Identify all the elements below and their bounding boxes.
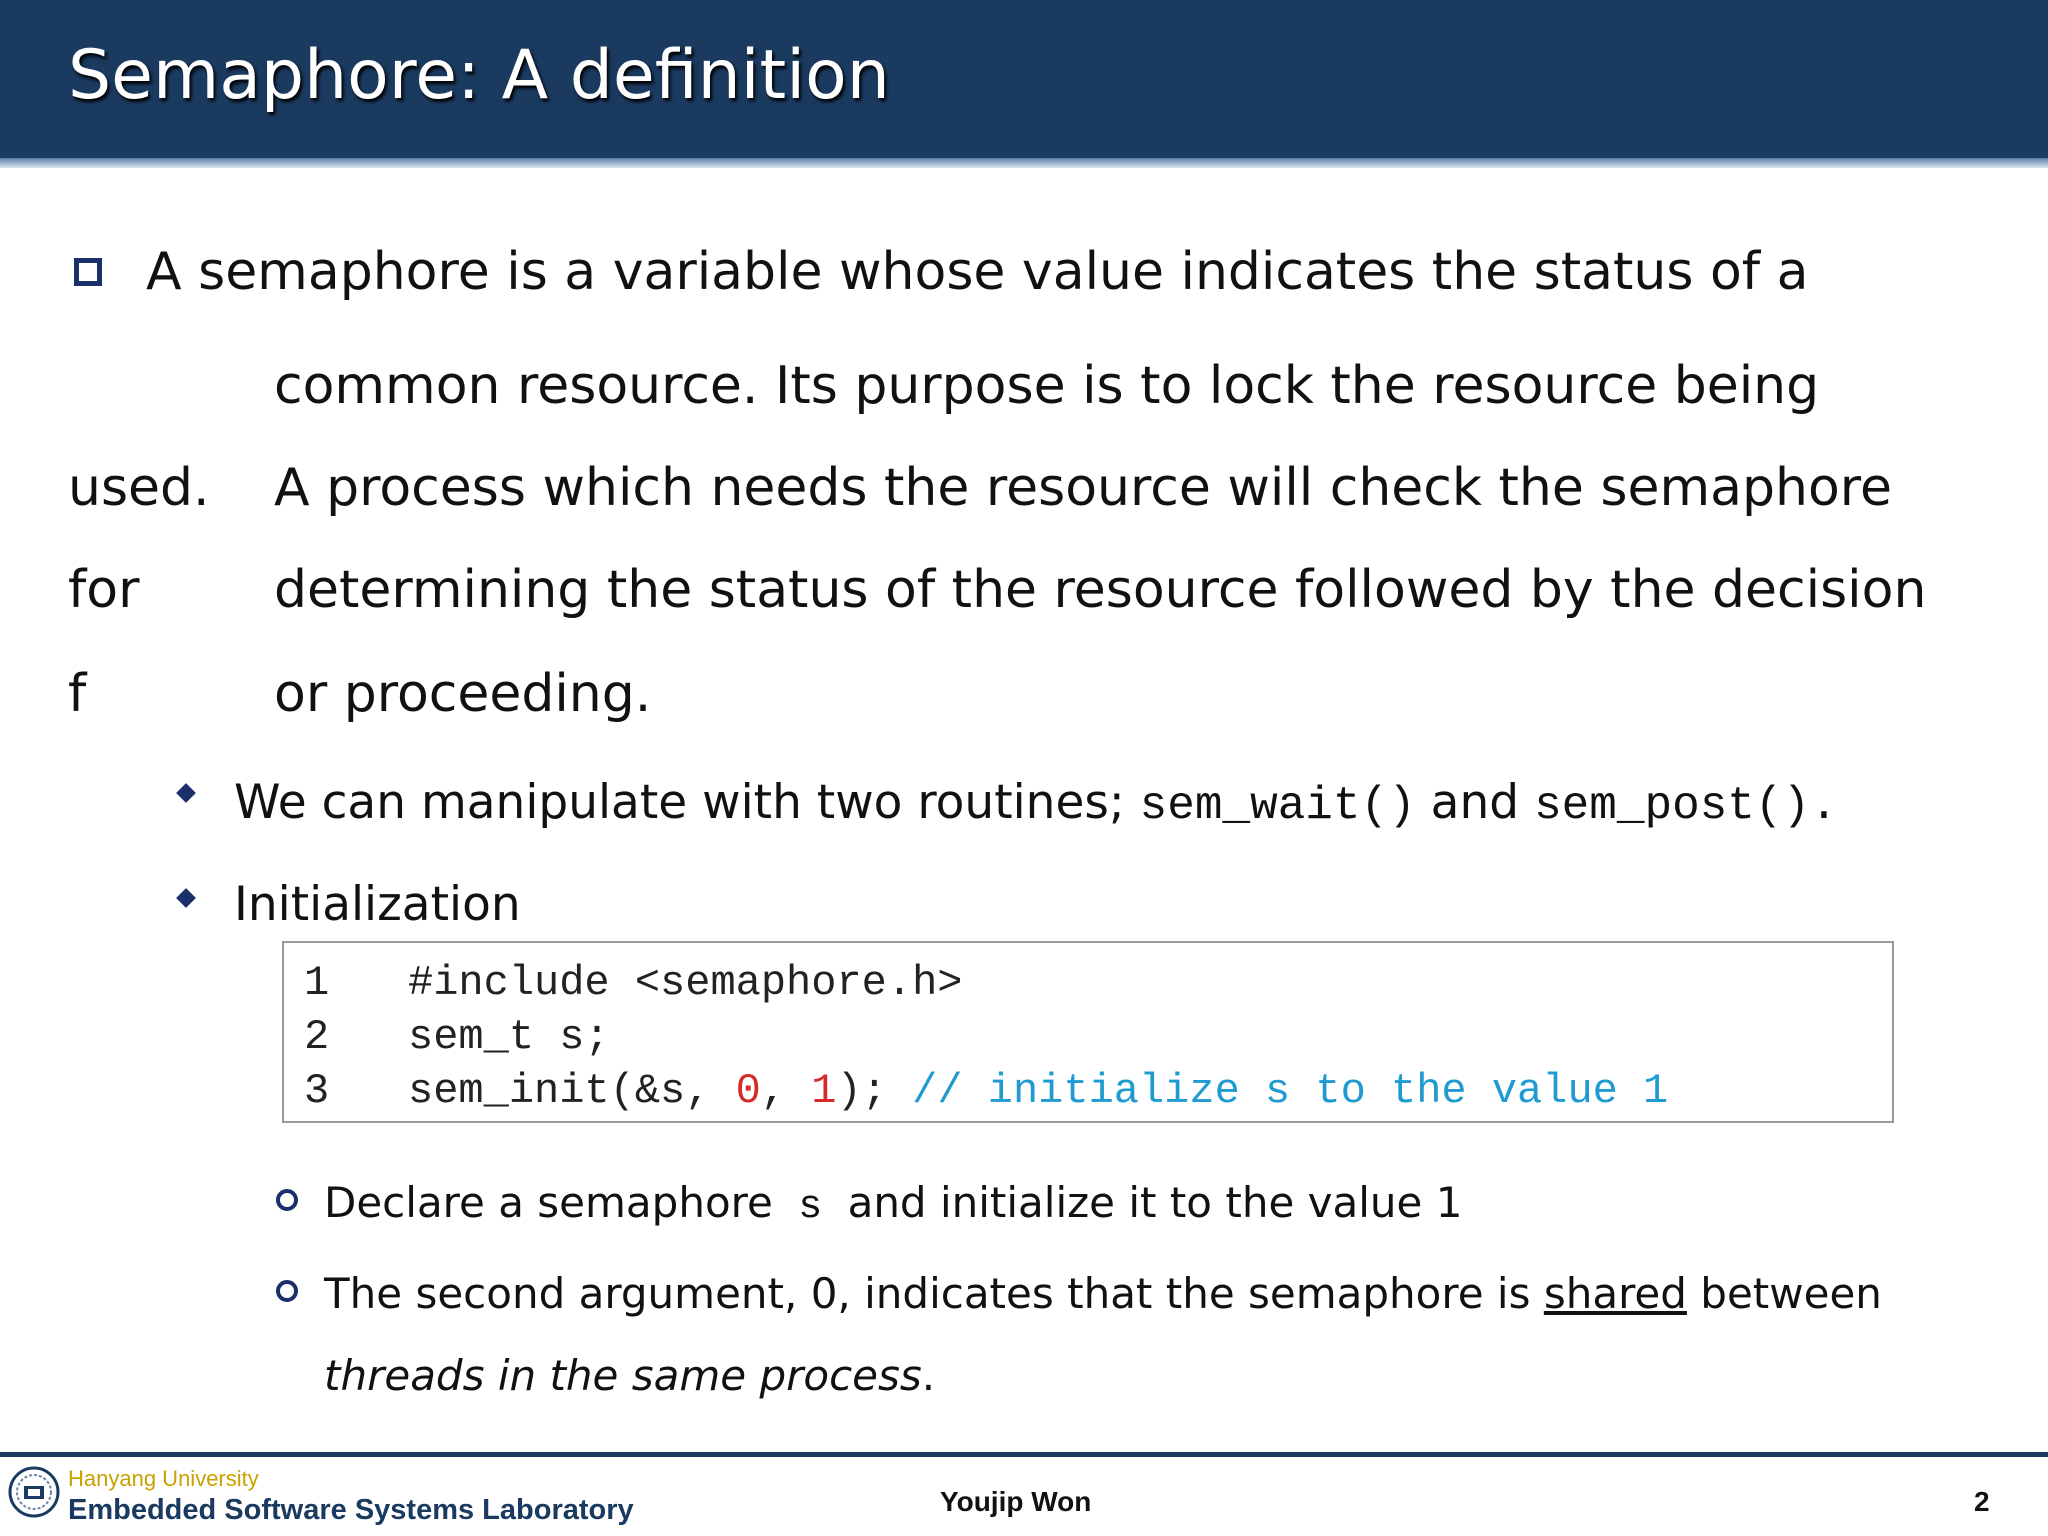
code-text: sem_t s; [408, 1013, 610, 1061]
main-bullet-fragment-for: for [68, 560, 140, 620]
between-text: between [1700, 1269, 1882, 1318]
code-number: 1 [811, 1067, 837, 1115]
line-number: 2 [304, 1013, 330, 1061]
main-bullet-line-5: or proceeding. [274, 664, 652, 724]
main-bullet-line-1: A semaphore is a variable whose value indicates the status of a [146, 242, 1809, 302]
code-comment: // initialize s to the value 1 [912, 1067, 1669, 1115]
declare-text: Declare a semaphore [324, 1178, 773, 1227]
code-line-2 [304, 1013, 610, 1061]
line-number: 3 [304, 1067, 330, 1115]
diamond-bullet-icon [176, 783, 196, 803]
code-block [282, 941, 1894, 1123]
lab-name: Embedded Software Systems Laboratory [68, 1494, 634, 1526]
university-name: Hanyang University [68, 1466, 259, 1491]
ring-bullet-icon [276, 1280, 298, 1302]
line-number: 1 [304, 959, 330, 1007]
page-number: 2 [1974, 1486, 1990, 1517]
university-seal-icon [8, 1466, 60, 1518]
main-bullet-fragment-used: used. [68, 458, 210, 518]
slide-title: Semaphore: A definition [68, 36, 890, 115]
and-text: and [1430, 775, 1520, 830]
footer-divider [0, 1452, 2048, 1457]
subsub-bullet-second-argument [324, 1269, 1882, 1318]
title-bar-shadow [0, 158, 2048, 168]
code-line-3 [304, 1067, 1668, 1115]
code-number: 0 [735, 1067, 761, 1115]
square-bullet-icon [74, 258, 102, 286]
main-bullet-line-2: common resource. Its purpose is to lock the resource being [274, 356, 1820, 416]
sub-bullet-initialization: Initialization [234, 877, 521, 932]
initialize-text: and initialize it to the value 1 [847, 1178, 1463, 1227]
main-bullet-line-4: determining the status of the resource followed by the decision [274, 560, 1927, 620]
ring-bullet-icon [276, 1189, 298, 1211]
author-name: Youjip Won [940, 1486, 1092, 1517]
period: . [921, 1351, 936, 1400]
sem-post-code: sem_post(). [1534, 780, 1838, 832]
threads-italic: threads in the same process [324, 1351, 922, 1400]
variable-s-code: s [798, 1185, 823, 1230]
shared-underlined: shared [1543, 1269, 1687, 1318]
sem-wait-code: sem_wait() [1139, 780, 1416, 832]
routines-text: We can manipulate with two routines; [234, 775, 1125, 830]
code-line-1 [304, 959, 963, 1007]
code-text: #include <semaphore.h> [408, 959, 963, 1007]
code-text: sem_init(&s, [408, 1067, 736, 1115]
subsub-bullet-declare [324, 1178, 1462, 1230]
sub-bullet-routines [234, 775, 1838, 832]
second-argument-text: The second argument, 0, indicates that the semaphore is [324, 1269, 1531, 1318]
diamond-bullet-icon [176, 888, 196, 908]
main-bullet-line-3: A process which needs the resource will check the semaphore [274, 458, 1892, 518]
main-bullet-fragment-f: f [68, 664, 87, 724]
subsub-bullet-second-argument-line-2 [324, 1351, 935, 1400]
code-text: , [760, 1067, 812, 1115]
code-text: ); [836, 1067, 913, 1115]
